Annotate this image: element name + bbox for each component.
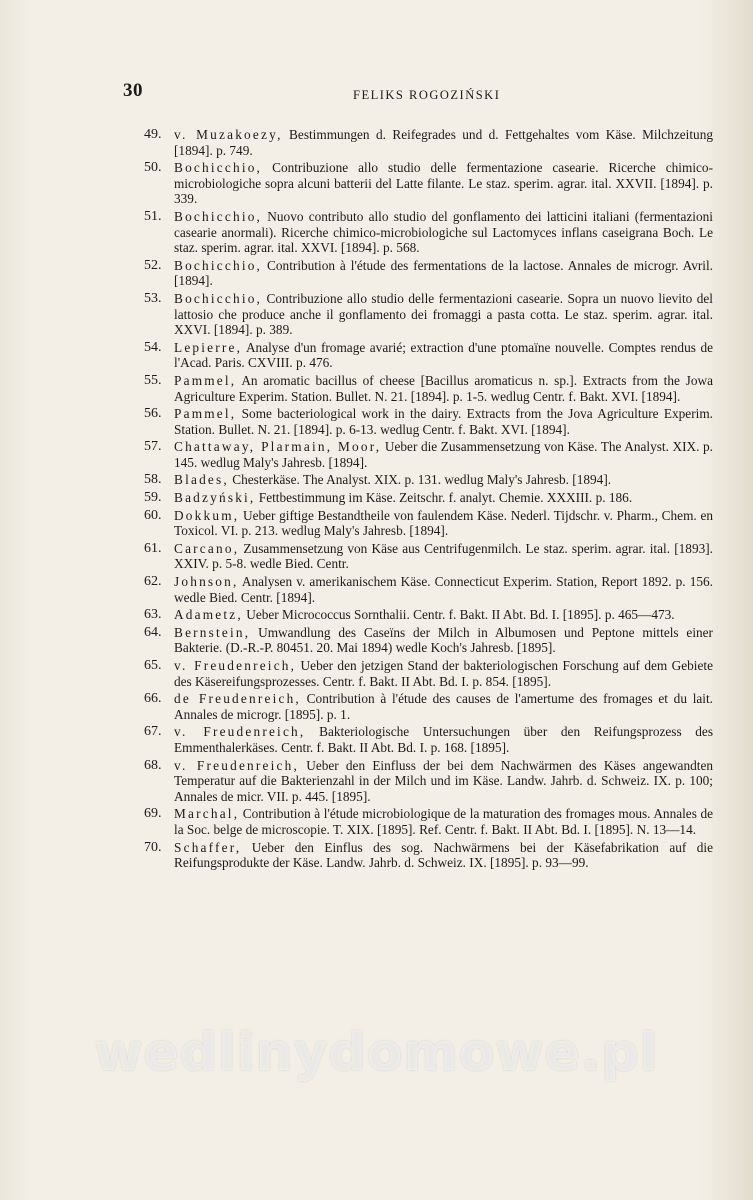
bibliography-entry xyxy=(140,724,713,755)
bibliography-entry xyxy=(140,758,713,805)
entry-author: Bochicchio, xyxy=(174,257,263,273)
entry-author: Pammel, xyxy=(174,372,237,388)
entry-author: Dokkum, xyxy=(174,507,240,523)
entry-number: 61. xyxy=(144,540,162,556)
entry-text: Ueber die Zusammensetzung von Käse. The Analyst. XIX. p. 145. wedlug Maly's Jahresb. [1894]. xyxy=(174,439,714,470)
entry-text: Ueber giftige Bestandtheile von faulendem Käse. Nederl. Tijdschr. v. Pharm., Chem. en Toxicol. VI. p. 213. wedlug Maly's Jahresb. [1894]. xyxy=(174,507,713,539)
running-head: FELIKS ROGOZIŃSKI xyxy=(353,88,501,102)
entry-text: Fettbestimmung im Käse. Zeitschr. f. analyt. Chemie. XXXIII. p. 186. xyxy=(255,490,633,506)
entry-number: 70. xyxy=(144,839,162,855)
entry-text: Contribution à l'étude des causes de l'amertume des fromages et du lait. Annales de microgr. [1895]. p. 1. xyxy=(174,691,713,722)
entry-text: Nuovo contributo allo studio del gonflamento dei latticini italiani (fermentazioni casearie anormali). Ricerche chimico-microbiologiche sul Lactomyces inflans caseigrana Boch. Le staz. sperim. agrar. ital. XXVI. [1894]. p. 568. xyxy=(174,208,713,256)
bibliography-entry xyxy=(140,806,713,837)
entry-author: Bochicchio, xyxy=(174,290,263,306)
bibliography-entry xyxy=(140,406,713,437)
entry-author: Marchal, xyxy=(174,806,240,822)
bibliography-entry xyxy=(140,541,713,572)
bibliography-entry xyxy=(140,160,713,207)
bibliography-entry xyxy=(140,490,713,506)
entry-text: Umwandlung des Caseïns der Milch in Albumosen und Peptone mittels einer Bakterie. (D.-R.-P. 80451. 20. Mai 1894) wedle Koch's Jahresb. [1895]. xyxy=(174,624,713,656)
bibliography-entry xyxy=(140,258,713,289)
entry-text: Ueber den jetzigen Stand der bakteriologischen Forschung auf dem Gebiete des Käsereifungsprozesses. Centr. f. Bakt. II Abt. Bd. I. p. 854. [1895]. xyxy=(174,658,713,689)
page-number: 30 xyxy=(123,80,143,101)
entry-number: 51. xyxy=(144,208,162,224)
entry-number: 64. xyxy=(144,624,162,640)
entry-author: v. Muzakoezy, xyxy=(174,127,283,142)
bibliography-entry xyxy=(140,127,713,158)
bibliography-list xyxy=(140,127,713,873)
entry-number: 53. xyxy=(144,290,162,306)
entry-text: Contribuzione allo studio delle fermentazioni casearie. Sopra un nuovo lievito del lattosio che produce anche il gonflamento dei fromaggi a pasta cotta. Le staz. sperim. agrar. ital. XXVI. [1894]. p. 389. xyxy=(174,290,713,338)
bibliography-entry xyxy=(140,508,713,539)
entry-number: 66. xyxy=(144,691,162,707)
entry-author: Pammel, xyxy=(174,406,237,422)
entry-text: Chesterkäse. The Analyst. XIX. p. 131. wedlug Maly's Jahresb. [1894]. xyxy=(228,472,612,488)
entry-text: Contribution à l'étude des fermentations de la lactose. Annales de microgr. Avril. [1894]. xyxy=(174,257,713,289)
entry-number: 52. xyxy=(144,257,162,273)
entry-number: 59. xyxy=(144,490,162,506)
entry-author: Bochicchio, xyxy=(174,160,263,176)
bibliography-entry xyxy=(140,439,713,470)
entry-author: v. Freudenreich, xyxy=(174,757,299,773)
entry-author: Schaffer, xyxy=(174,839,242,855)
entry-text: Ueber den Einflus des sog. Nachwärmens bei der Käsefabrikation auf die Reifungsprodukte der Käse. Landw. Jahrb. d. Schweiz. IX. [1895]. p. 93—99. xyxy=(174,839,713,871)
bibliography-entry xyxy=(140,574,713,605)
entry-author: Lepierre, xyxy=(174,339,243,355)
entry-author: Carcano, xyxy=(174,540,240,556)
bibliography-entry xyxy=(140,209,713,256)
entry-author: Chattaway, Plarmain, Moor, xyxy=(174,439,382,455)
bibliography-entry xyxy=(140,691,713,722)
entry-text: Some bacteriological work in the dairy. Extracts from the Jova Agriculture Experim. Station. Bullet. N. 21. [1894]. p. 6-13. wedlug Centr. f. Bakt. XVI. [1894]. xyxy=(174,406,713,437)
entry-text: Contribuzione allo studio delle fermentazione casearie. Ricerche chimico-microbiologiche sopra alcuni batterii del Latte filante. Le staz. sperim. agrar. ital. XXVII. [1894]. p. 339. xyxy=(174,160,713,207)
watermark: wedlinydomowe.pl xyxy=(94,1023,659,1083)
bibliography-entry xyxy=(140,840,713,871)
bibliography-entry xyxy=(140,607,713,623)
entry-number: 58. xyxy=(144,472,162,488)
bibliography-entry xyxy=(140,472,713,488)
entry-number: 49. xyxy=(144,127,162,142)
bibliography-entry xyxy=(140,658,713,689)
entry-number: 63. xyxy=(144,607,162,623)
entry-number: 68. xyxy=(144,757,162,773)
entry-number: 57. xyxy=(144,439,162,455)
entry-text: Bestimmungen d. Reifegrades und d. Fettgehaltes vom Käse. Milchzeitung [1894]. p. 749. xyxy=(174,127,713,158)
entry-number: 62. xyxy=(144,574,162,590)
entry-author: Adametz, xyxy=(174,607,243,623)
entry-author: Blades, xyxy=(174,472,229,488)
page-header xyxy=(123,80,713,106)
entry-author: Badzyński, xyxy=(174,490,256,506)
entry-number: 69. xyxy=(144,806,162,822)
entry-number: 60. xyxy=(144,507,162,523)
entry-author: v. Freudenreich, xyxy=(174,658,297,673)
bibliography-entry xyxy=(140,291,713,338)
entry-text: Zusammensetzung von Käse aus Centrifugenmilch. Le staz. sperim. agrar. ital. [1893]. XXIV. p. 5-8. wedle Bied. Centr. xyxy=(174,540,713,572)
entry-text: Ueber den Einfluss der bei dem Nachwärmen des Käses angewandten Temperatur auf die Bakterienzahl in der Milch und im Käse. Landw. Jahrb. d. Schweiz. IX. p. 100; Annales de micr. VII. p. 445. [1895]. xyxy=(174,757,713,804)
entry-text: Bakteriologische Untersuchungen über den Reifungsprozess des Emmenthalerkäses. Centr. f. Bakt. II Abt. Bd. I. p. 168. [1895]. xyxy=(174,724,713,755)
entry-author: Bernstein, xyxy=(174,624,251,640)
entry-number: 65. xyxy=(144,658,162,673)
entry-number: 55. xyxy=(144,372,162,388)
entry-text: Ueber Micrococcus Sornthalii. Centr. f. Bakt. II Abt. Bd. I. [1895]. p. 465—473. xyxy=(242,607,675,623)
entry-author: de Freudenreich, xyxy=(174,691,301,707)
entry-text: Analyse d'un fromage avarié; extraction d'une ptomaïne nouvelle. Comptes rendus de l'Acad. Paris. CXVIII. p. 476. xyxy=(174,339,713,371)
entry-text: An aromatic bacillus of cheese [Bacillus aromaticus n. sp.]. Extracts from the Jowa Agriculture Experim. Station. Bullet. N. 21. [1894]. p. 1-5. wedlug Centr. f. Bakt. XVI. [1894]. xyxy=(174,372,713,404)
entry-number: 56. xyxy=(144,406,162,422)
bibliography-entry xyxy=(140,625,713,656)
bibliography-entry xyxy=(140,340,713,371)
entry-author: Johnson, xyxy=(174,574,239,590)
entry-number: 50. xyxy=(144,160,162,176)
entry-number: 67. xyxy=(144,724,162,740)
entry-author: Bochicchio, xyxy=(174,208,263,224)
bibliography-entry xyxy=(140,373,713,404)
entry-text: Contribution à l'étude microbiologique de la maturation des fromages mous. Annales de la Soc. belge de microscopie. T. XIX. [1895]. Ref. Centr. f. Bakt. II Abt. Bd. I. [1895]. N. 13—14. xyxy=(174,806,713,837)
entry-text: Analysen v. amerikanischem Käse. Connecticut Experim. Station, Report 1892. p. 156. wedle Bied. Centr. [1894]. xyxy=(174,574,713,605)
entry-number: 54. xyxy=(144,339,162,355)
entry-author: v. Freudenreich, xyxy=(174,724,306,740)
